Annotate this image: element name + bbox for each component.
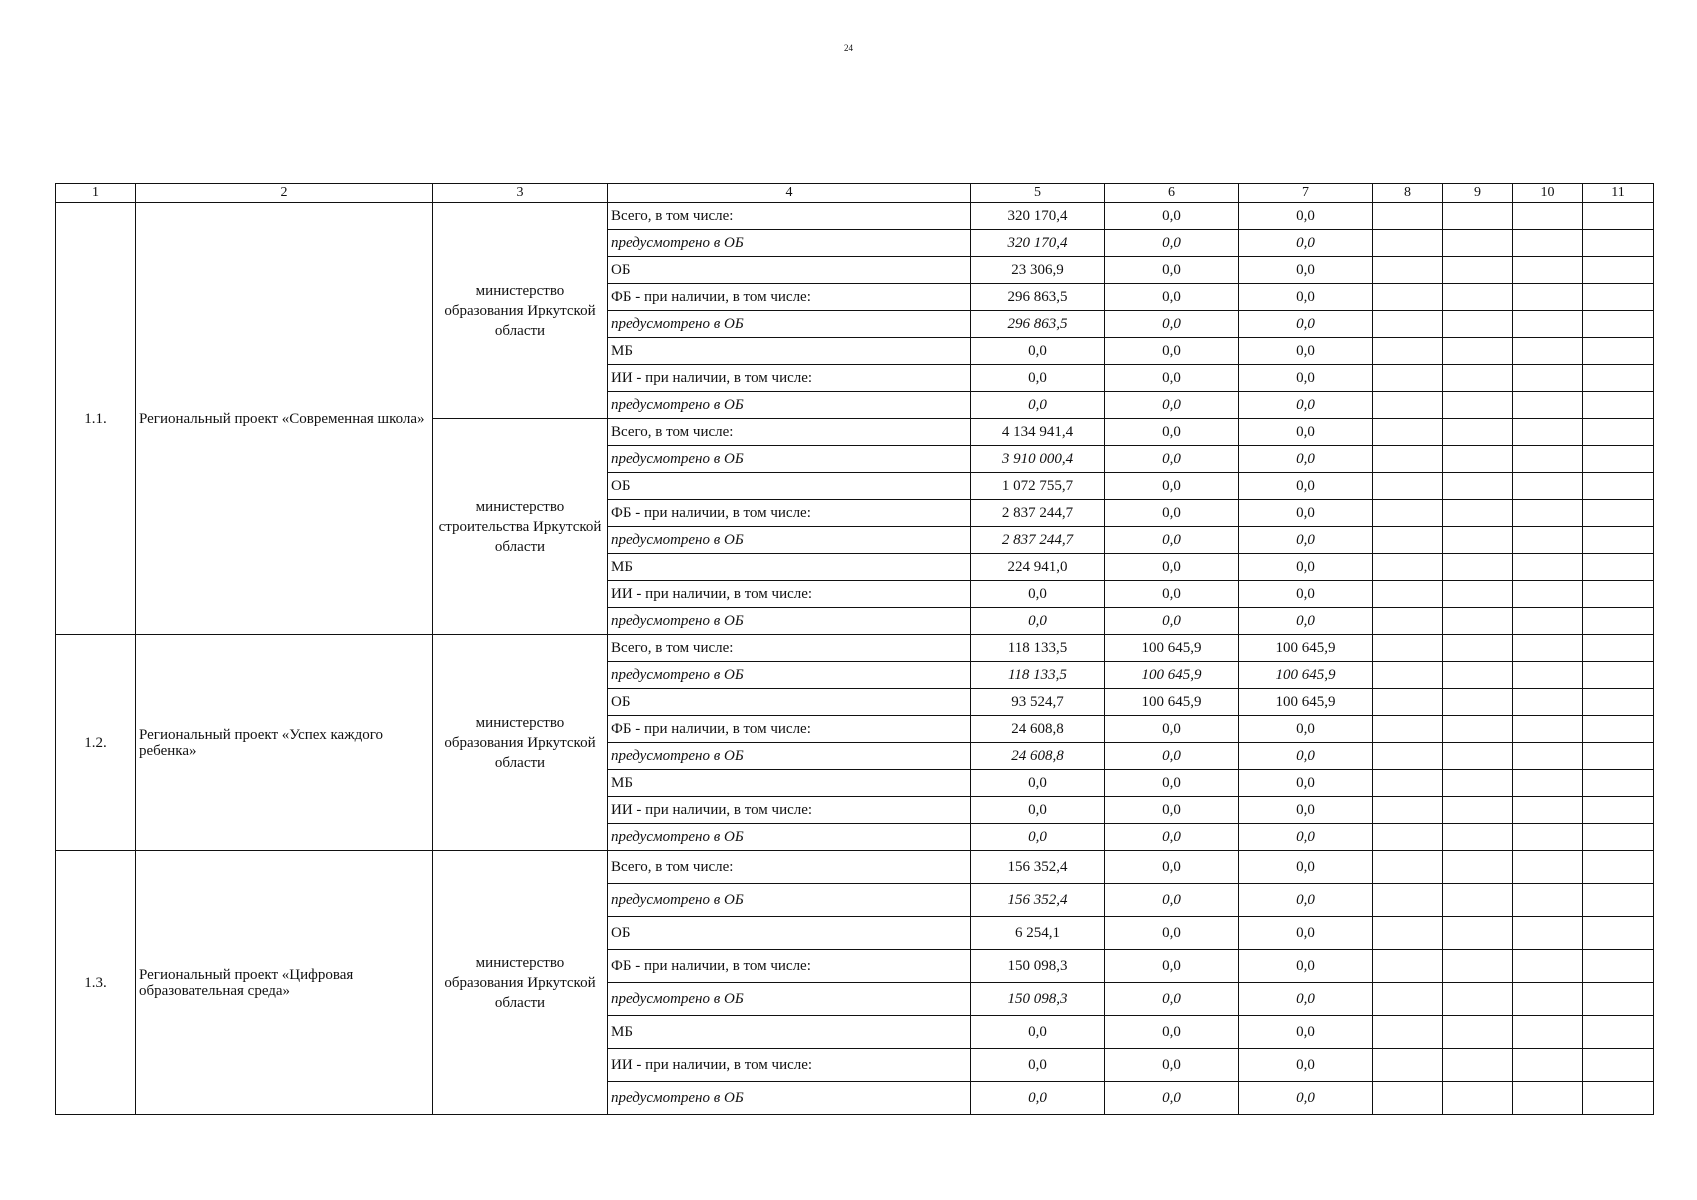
empty-cell-col-8 [1373,203,1443,230]
empty-cell-col-10 [1513,527,1583,554]
amount-col-6: 0,0 [1105,392,1239,419]
column-number: 5 [971,184,1105,203]
empty-cell-col-8 [1373,1082,1443,1115]
empty-cell-col-10 [1513,824,1583,851]
amount-col-7: 100 645,9 [1239,689,1373,716]
empty-cell-col-9 [1443,608,1513,635]
amount-col-5: 320 170,4 [971,230,1105,257]
empty-cell-col-10 [1513,419,1583,446]
empty-cell-col-9 [1443,1082,1513,1115]
empty-cell-col-11 [1583,851,1654,884]
amount-col-6: 0,0 [1105,419,1239,446]
funding-source: предусмотрено в ОБ [608,983,971,1016]
empty-cell-col-9 [1443,419,1513,446]
amount-col-6: 0,0 [1105,500,1239,527]
funding-source: ОБ [608,257,971,284]
funding-source: ИИ - при наличии, в том числе: [608,797,971,824]
amount-col-5: 24 608,8 [971,743,1105,770]
amount-col-5: 0,0 [971,392,1105,419]
empty-cell-col-10 [1513,635,1583,662]
amount-col-5: 23 306,9 [971,257,1105,284]
empty-cell-col-10 [1513,716,1583,743]
project-index: 1.2. [56,635,136,851]
amount-col-5: 320 170,4 [971,203,1105,230]
amount-col-6: 0,0 [1105,917,1239,950]
empty-cell-col-10 [1513,1049,1583,1082]
empty-cell-col-9 [1443,884,1513,917]
amount-col-7: 0,0 [1239,392,1373,419]
empty-cell-col-8 [1373,884,1443,917]
table-row [56,203,1654,230]
project-name: Региональный проект «Успех каждого ребенка» [136,635,433,851]
amount-col-6: 0,0 [1105,950,1239,983]
column-number: 8 [1373,184,1443,203]
empty-cell-col-8 [1373,257,1443,284]
empty-cell-col-11 [1583,446,1654,473]
empty-cell-col-11 [1583,917,1654,950]
empty-cell-col-9 [1443,851,1513,884]
funding-source: МБ [608,554,971,581]
empty-cell-col-9 [1443,662,1513,689]
funding-source: предусмотрено в ОБ [608,230,971,257]
empty-cell-col-8 [1373,338,1443,365]
funding-source: МБ [608,1016,971,1049]
amount-col-6: 0,0 [1105,581,1239,608]
funding-source: Всего, в том числе: [608,635,971,662]
amount-col-6: 0,0 [1105,983,1239,1016]
empty-cell-col-10 [1513,1082,1583,1115]
funding-source: предусмотрено в ОБ [608,311,971,338]
amount-col-7: 0,0 [1239,770,1373,797]
amount-col-6: 0,0 [1105,365,1239,392]
amount-col-6: 0,0 [1105,824,1239,851]
empty-cell-col-10 [1513,884,1583,917]
amount-col-6: 0,0 [1105,770,1239,797]
amount-col-7: 0,0 [1239,983,1373,1016]
empty-cell-col-11 [1583,689,1654,716]
funding-source: ИИ - при наличии, в том числе: [608,581,971,608]
empty-cell-col-9 [1443,257,1513,284]
amount-col-7: 0,0 [1239,284,1373,311]
amount-col-5: 224 941,0 [971,554,1105,581]
empty-cell-col-9 [1443,473,1513,500]
column-number: 11 [1583,184,1654,203]
amount-col-6: 0,0 [1105,230,1239,257]
funding-source: ФБ - при наличии, в том числе: [608,950,971,983]
amount-col-6: 100 645,9 [1105,689,1239,716]
empty-cell-col-10 [1513,365,1583,392]
empty-cell-col-11 [1583,1082,1654,1115]
empty-cell-col-9 [1443,1049,1513,1082]
empty-cell-col-11 [1583,1016,1654,1049]
empty-cell-col-9 [1443,770,1513,797]
empty-cell-col-8 [1373,797,1443,824]
empty-cell-col-11 [1583,824,1654,851]
funding-source: ОБ [608,689,971,716]
empty-cell-col-10 [1513,983,1583,1016]
column-number: 9 [1443,184,1513,203]
funding-source: МБ [608,338,971,365]
amount-col-5: 156 352,4 [971,851,1105,884]
empty-cell-col-9 [1443,689,1513,716]
amount-col-5: 296 863,5 [971,284,1105,311]
amount-col-7: 0,0 [1239,851,1373,884]
funding-source: предусмотрено в ОБ [608,743,971,770]
empty-cell-col-11 [1583,716,1654,743]
funding-source: ФБ - при наличии, в том числе: [608,716,971,743]
amount-col-7: 0,0 [1239,1016,1373,1049]
empty-cell-col-9 [1443,203,1513,230]
project-index: 1.3. [56,851,136,1115]
amount-col-5: 4 134 941,4 [971,419,1105,446]
amount-col-7: 0,0 [1239,500,1373,527]
empty-cell-col-9 [1443,527,1513,554]
funding-source: предусмотрено в ОБ [608,392,971,419]
empty-cell-col-8 [1373,392,1443,419]
funding-source: ИИ - при наличии, в том числе: [608,365,971,392]
empty-cell-col-8 [1373,527,1443,554]
empty-cell-col-10 [1513,446,1583,473]
amount-col-5: 0,0 [971,1016,1105,1049]
empty-cell-col-9 [1443,824,1513,851]
amount-col-6: 100 645,9 [1105,662,1239,689]
amount-col-7: 0,0 [1239,1082,1373,1115]
amount-col-6: 0,0 [1105,1016,1239,1049]
column-number-row [56,184,1654,203]
amount-col-7: 0,0 [1239,743,1373,770]
amount-col-5: 0,0 [971,1049,1105,1082]
empty-cell-col-8 [1373,311,1443,338]
table-row [56,851,1654,884]
amount-col-7: 0,0 [1239,884,1373,917]
amount-col-6: 0,0 [1105,311,1239,338]
amount-col-6: 0,0 [1105,716,1239,743]
amount-col-5: 93 524,7 [971,689,1105,716]
empty-cell-col-8 [1373,635,1443,662]
responsible-executor: министерство строительства Иркутской области [433,419,608,635]
empty-cell-col-11 [1583,797,1654,824]
amount-col-6: 0,0 [1105,203,1239,230]
empty-cell-col-9 [1443,392,1513,419]
funding-source: предусмотрено в ОБ [608,824,971,851]
amount-col-5: 0,0 [971,365,1105,392]
empty-cell-col-9 [1443,917,1513,950]
empty-cell-col-10 [1513,797,1583,824]
empty-cell-col-8 [1373,917,1443,950]
empty-cell-col-10 [1513,257,1583,284]
empty-cell-col-8 [1373,446,1443,473]
empty-cell-col-11 [1583,884,1654,917]
empty-cell-col-9 [1443,716,1513,743]
funding-source: Всего, в том числе: [608,851,971,884]
responsible-executor: министерство образования Иркутской области [433,635,608,851]
empty-cell-col-9 [1443,635,1513,662]
amount-col-7: 0,0 [1239,311,1373,338]
funding-source: Всего, в том числе: [608,419,971,446]
empty-cell-col-11 [1583,338,1654,365]
project-name: Региональный проект «Современная школа» [136,203,433,635]
empty-cell-col-9 [1443,1016,1513,1049]
empty-cell-col-9 [1443,446,1513,473]
amount-col-7: 0,0 [1239,257,1373,284]
funding-source: ОБ [608,473,971,500]
amount-col-6: 100 645,9 [1105,635,1239,662]
empty-cell-col-11 [1583,500,1654,527]
empty-cell-col-8 [1373,473,1443,500]
column-number: 6 [1105,184,1239,203]
amount-col-7: 0,0 [1239,554,1373,581]
empty-cell-col-9 [1443,950,1513,983]
empty-cell-col-8 [1373,743,1443,770]
funding-source: предусмотрено в ОБ [608,884,971,917]
empty-cell-col-8 [1373,500,1443,527]
empty-cell-col-11 [1583,635,1654,662]
column-number: 3 [433,184,608,203]
empty-cell-col-10 [1513,500,1583,527]
amount-col-5: 0,0 [971,581,1105,608]
amount-col-5: 0,0 [971,608,1105,635]
empty-cell-col-10 [1513,743,1583,770]
empty-cell-col-11 [1583,257,1654,284]
empty-cell-col-9 [1443,338,1513,365]
empty-cell-col-8 [1373,365,1443,392]
funding-source: предусмотрено в ОБ [608,446,971,473]
amount-col-7: 0,0 [1239,338,1373,365]
column-number: 4 [608,184,971,203]
empty-cell-col-8 [1373,230,1443,257]
amount-col-7: 0,0 [1239,365,1373,392]
funding-source: ФБ - при наличии, в том числе: [608,500,971,527]
empty-cell-col-11 [1583,950,1654,983]
empty-cell-col-9 [1443,797,1513,824]
amount-col-7: 0,0 [1239,917,1373,950]
empty-cell-col-11 [1583,983,1654,1016]
amount-col-7: 0,0 [1239,824,1373,851]
project-index: 1.1. [56,203,136,635]
empty-cell-col-9 [1443,983,1513,1016]
empty-cell-col-10 [1513,338,1583,365]
empty-cell-col-8 [1373,1049,1443,1082]
amount-col-5: 2 837 244,7 [971,527,1105,554]
amount-col-7: 0,0 [1239,527,1373,554]
empty-cell-col-11 [1583,581,1654,608]
empty-cell-col-9 [1443,311,1513,338]
empty-cell-col-10 [1513,203,1583,230]
empty-cell-col-8 [1373,824,1443,851]
empty-cell-col-11 [1583,554,1654,581]
funding-source: ФБ - при наличии, в том числе: [608,284,971,311]
empty-cell-col-10 [1513,851,1583,884]
empty-cell-col-11 [1583,230,1654,257]
empty-cell-col-9 [1443,365,1513,392]
amount-col-5: 6 254,1 [971,917,1105,950]
amount-col-6: 0,0 [1105,797,1239,824]
amount-col-7: 0,0 [1239,581,1373,608]
amount-col-5: 118 133,5 [971,635,1105,662]
financing-table [55,183,1654,1115]
empty-cell-col-10 [1513,284,1583,311]
empty-cell-col-9 [1443,743,1513,770]
empty-cell-col-8 [1373,1016,1443,1049]
empty-cell-col-10 [1513,230,1583,257]
empty-cell-col-8 [1373,608,1443,635]
empty-cell-col-11 [1583,392,1654,419]
empty-cell-col-9 [1443,500,1513,527]
empty-cell-col-8 [1373,554,1443,581]
amount-col-5: 24 608,8 [971,716,1105,743]
amount-col-5: 156 352,4 [971,884,1105,917]
empty-cell-col-11 [1583,770,1654,797]
empty-cell-col-9 [1443,230,1513,257]
amount-col-6: 0,0 [1105,257,1239,284]
funding-source: Всего, в том числе: [608,203,971,230]
table-body [56,184,1654,1115]
empty-cell-col-11 [1583,365,1654,392]
funding-source: предусмотрено в ОБ [608,527,971,554]
amount-col-7: 0,0 [1239,950,1373,983]
empty-cell-col-11 [1583,1049,1654,1082]
empty-cell-col-11 [1583,311,1654,338]
amount-col-7: 0,0 [1239,608,1373,635]
empty-cell-col-8 [1373,950,1443,983]
funding-source: МБ [608,770,971,797]
amount-col-6: 0,0 [1105,473,1239,500]
amount-col-5: 118 133,5 [971,662,1105,689]
empty-cell-col-11 [1583,203,1654,230]
amount-col-6: 0,0 [1105,608,1239,635]
amount-col-7: 0,0 [1239,203,1373,230]
amount-col-6: 0,0 [1105,446,1239,473]
amount-col-7: 0,0 [1239,230,1373,257]
amount-col-5: 150 098,3 [971,950,1105,983]
responsible-executor: министерство образования Иркутской области [433,851,608,1115]
funding-source: предусмотрено в ОБ [608,608,971,635]
empty-cell-col-8 [1373,662,1443,689]
empty-cell-col-11 [1583,284,1654,311]
empty-cell-col-10 [1513,554,1583,581]
empty-cell-col-11 [1583,527,1654,554]
empty-cell-col-10 [1513,689,1583,716]
amount-col-7: 100 645,9 [1239,662,1373,689]
table-row [56,635,1654,662]
amount-col-6: 0,0 [1105,338,1239,365]
amount-col-7: 100 645,9 [1239,635,1373,662]
amount-col-5: 0,0 [971,797,1105,824]
empty-cell-col-8 [1373,983,1443,1016]
amount-col-6: 0,0 [1105,1049,1239,1082]
amount-col-7: 0,0 [1239,446,1373,473]
amount-col-5: 1 072 755,7 [971,473,1105,500]
responsible-executor: министерство образования Иркутской области [433,203,608,419]
amount-col-5: 0,0 [971,770,1105,797]
page-number: 24 [844,43,853,53]
amount-col-5: 0,0 [971,824,1105,851]
column-number: 10 [1513,184,1583,203]
empty-cell-col-9 [1443,581,1513,608]
amount-col-5: 3 910 000,4 [971,446,1105,473]
amount-col-6: 0,0 [1105,851,1239,884]
empty-cell-col-9 [1443,284,1513,311]
amount-col-5: 0,0 [971,338,1105,365]
amount-col-6: 0,0 [1105,1082,1239,1115]
empty-cell-col-10 [1513,1016,1583,1049]
empty-cell-col-10 [1513,662,1583,689]
empty-cell-col-8 [1373,689,1443,716]
empty-cell-col-10 [1513,917,1583,950]
amount-col-5: 296 863,5 [971,311,1105,338]
amount-col-7: 0,0 [1239,716,1373,743]
amount-col-6: 0,0 [1105,527,1239,554]
empty-cell-col-8 [1373,716,1443,743]
amount-col-6: 0,0 [1105,554,1239,581]
column-number: 2 [136,184,433,203]
amount-col-7: 0,0 [1239,473,1373,500]
empty-cell-col-10 [1513,950,1583,983]
empty-cell-col-8 [1373,581,1443,608]
empty-cell-col-11 [1583,419,1654,446]
empty-cell-col-10 [1513,311,1583,338]
empty-cell-col-10 [1513,473,1583,500]
empty-cell-col-11 [1583,743,1654,770]
column-number: 1 [56,184,136,203]
empty-cell-col-10 [1513,770,1583,797]
empty-cell-col-11 [1583,662,1654,689]
amount-col-6: 0,0 [1105,884,1239,917]
empty-cell-col-10 [1513,581,1583,608]
amount-col-6: 0,0 [1105,284,1239,311]
empty-cell-col-9 [1443,554,1513,581]
amount-col-7: 0,0 [1239,419,1373,446]
funding-source: ИИ - при наличии, в том числе: [608,1049,971,1082]
amount-col-5: 2 837 244,7 [971,500,1105,527]
amount-col-7: 0,0 [1239,1049,1373,1082]
empty-cell-col-11 [1583,608,1654,635]
empty-cell-col-10 [1513,392,1583,419]
empty-cell-col-8 [1373,419,1443,446]
column-number: 7 [1239,184,1373,203]
empty-cell-col-8 [1373,851,1443,884]
funding-source: предусмотрено в ОБ [608,662,971,689]
amount-col-6: 0,0 [1105,743,1239,770]
empty-cell-col-8 [1373,284,1443,311]
empty-cell-col-10 [1513,608,1583,635]
empty-cell-col-11 [1583,473,1654,500]
funding-source: предусмотрено в ОБ [608,1082,971,1115]
funding-source: ОБ [608,917,971,950]
amount-col-5: 0,0 [971,1082,1105,1115]
empty-cell-col-8 [1373,770,1443,797]
project-name: Региональный проект «Цифровая образовательная среда» [136,851,433,1115]
amount-col-7: 0,0 [1239,797,1373,824]
amount-col-5: 150 098,3 [971,983,1105,1016]
